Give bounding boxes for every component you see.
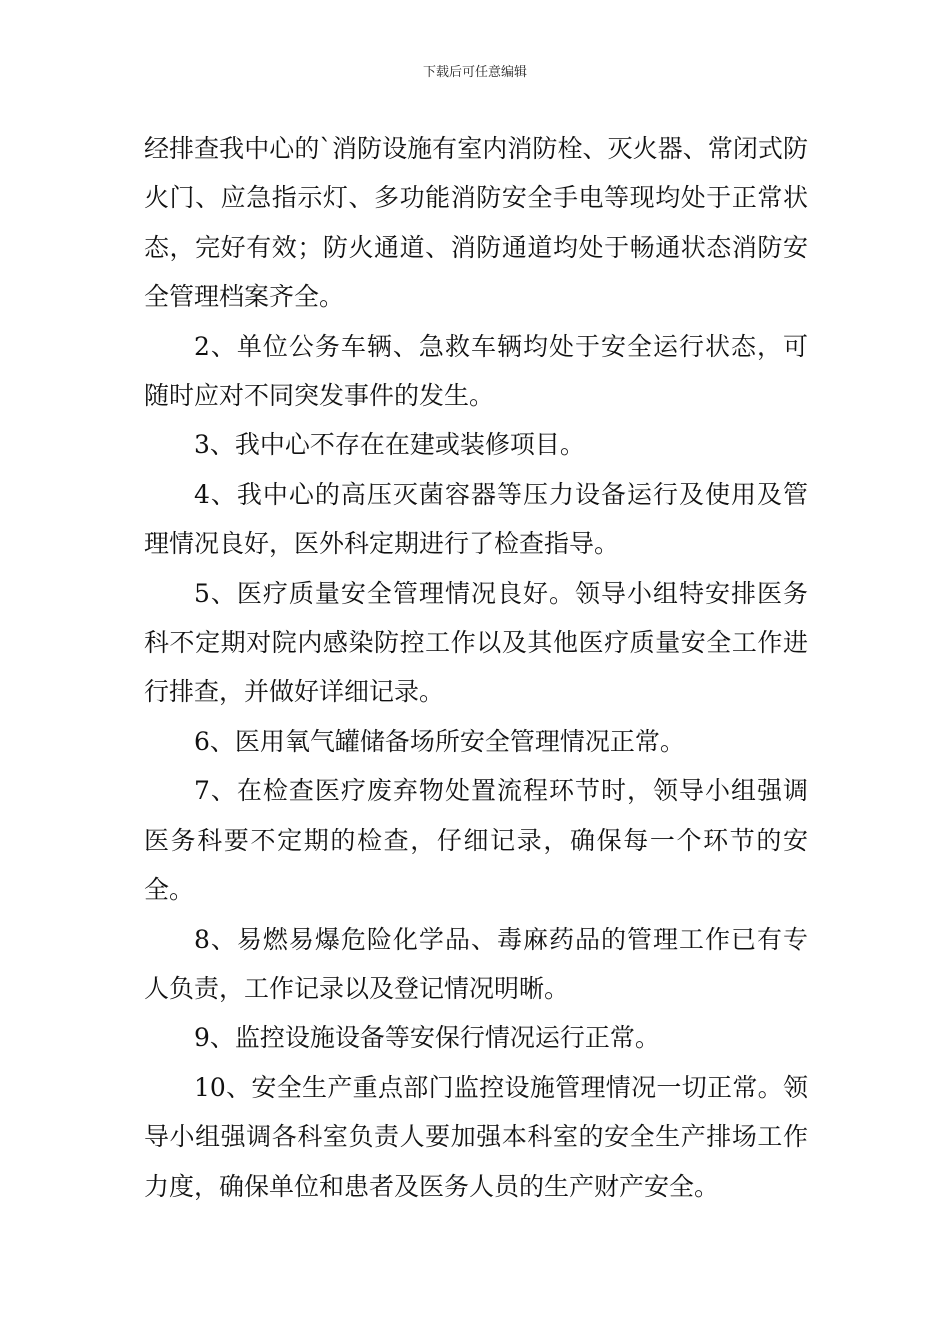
paragraph-7: 7、在检查医疗废弃物处置流程环节时，领导小组强调医务科要不定期的检查，仔细记录，确保每一个环节的安全。 — [144, 776, 808, 905]
document-body — [144, 124, 808, 1211]
paragraph-5: 5、医疗质量安全管理情况良好。领导小组特安排医务科不定期对院内感染防控工作以及其他医疗质量安全工作进行排查，并做好详细记录。 — [144, 578, 808, 707]
paragraph-4: 4、我中心的高压灭菌容器等压力设备运行及使用及管理情况良好，医外科定期进行了检查指导。 — [144, 479, 808, 559]
paragraph-10: 10、安全生产重点部门监控设施管理情况一切正常。领导小组强调各科室负责人要加强本科室的安全生产排场工作力度，确保单位和患者及医务人员的生产财产安全。 — [144, 1072, 808, 1201]
paragraph-8: 8、易燃易爆危险化学品、毒麻药品的管理工作已有专人负责，工作记录以及登记情况明晰。 — [144, 924, 808, 1003]
paragraph-2: 2、单位公务车辆、急救车辆均处于安全运行状态，可随时应对不同突发事件的发生。 — [144, 331, 808, 411]
paragraph-9: 9、监控设施设备等安保行情况运行正常。 — [194, 1023, 660, 1053]
paragraph-1: 经排查我中心的`消防设施有室内消防栓、灭火器、常闭式防火门、应急指示灯、多功能消防安全手电等现均处于正常状态，完好有效；防火通道、消防通道均处于畅通状态消防安全管理档案齐全。 — [144, 134, 808, 312]
page-header: 下载后可任意编辑 — [422, 65, 527, 80]
paragraph-6: 6、医用氧气罐储备场所安全管理情况正常。 — [194, 726, 685, 756]
paragraph-3: 3、我中心不存在在建或装修项目。 — [194, 430, 585, 460]
